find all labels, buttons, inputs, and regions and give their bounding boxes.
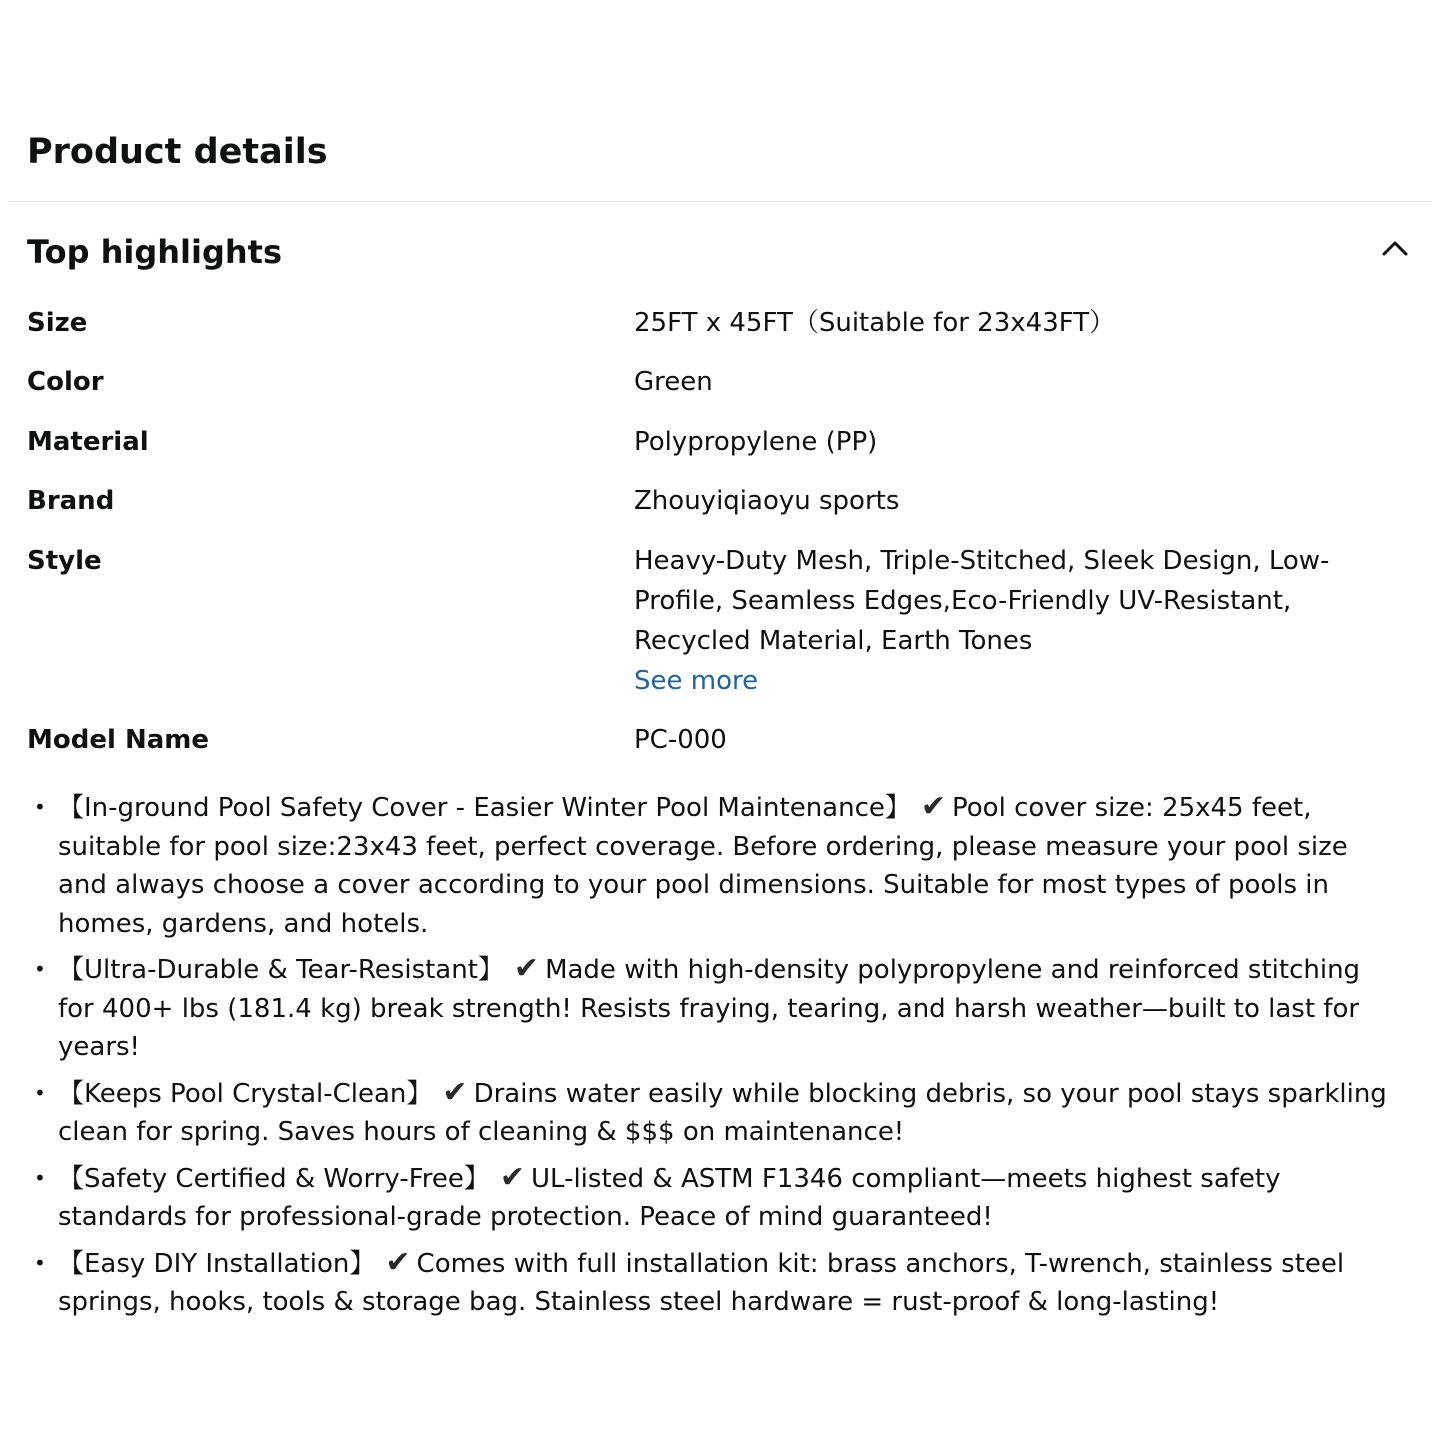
check-mark-icon: ✔ <box>442 1074 468 1110</box>
bullet-heading: 【Ultra-Durable & Tear-Resistant】 <box>58 955 504 985</box>
feature-bullet-list <box>58 788 1403 1329</box>
bullet-text: Pool cover size: 25x45 feet, suitable for pool size:23x43 feet, perfect coverage. Before ordering, please measure your pool size and always choose a cover according to your pool dimensions. Suitable for most types of pools in homes, gardens, and hotels. <box>58 793 1348 939</box>
spec-value-container <box>634 541 1354 701</box>
spec-label: Material <box>27 427 149 457</box>
check-mark-icon: ✔ <box>920 789 947 824</box>
collapse-toggle-button[interactable] <box>1375 230 1415 266</box>
bullet-text: UL-listed & ASTM F1346 compliant—meets highest safety standards for professional-grade protection. Peace of mind guaranteed! <box>58 1163 1281 1232</box>
chevron-up-icon <box>1381 239 1409 257</box>
check-mark-icon: ✔ <box>499 1159 526 1195</box>
spec-value: PC-000 <box>634 725 727 755</box>
section-title: Top highlights <box>27 233 283 271</box>
spec-label: Style <box>27 546 102 576</box>
spec-label: Brand <box>27 486 115 516</box>
feature-bullet <box>58 1159 1403 1237</box>
bullet-heading: 【In-ground Pool Safety Cover - Easier Winter Pool Maintenance】 <box>58 793 911 823</box>
spec-value: Heavy-Duty Mesh, Triple-Stitched, Sleek Design, Low-Profile, Seamless Edges,Eco-Friendly UV-Resistant, Recycled Material, Earth Tones <box>634 546 1330 656</box>
top-highlights-header[interactable] <box>27 228 1417 278</box>
bullet-heading: 【Easy DIY Installation】 <box>58 1248 376 1279</box>
bullet-heading: 【Safety Certified & Worry-Free】 <box>58 1163 490 1194</box>
spec-value: Green <box>634 367 713 397</box>
see-more-link[interactable]: See more <box>634 666 759 696</box>
check-mark-icon: ✔ <box>385 1244 411 1280</box>
bullet-text: Made with high-density polypropylene and reinforced stitching for 400+ lbs (181.4 kg) break strength! Resists fraying, tearing, and harsh weather—built to last for years! <box>58 955 1361 1062</box>
spec-value: Polypropylene (PP) <box>634 427 878 457</box>
feature-bullet <box>58 788 1403 943</box>
spec-label: Color <box>27 367 104 397</box>
feature-bullet <box>58 950 1403 1067</box>
section-divider <box>8 201 1432 202</box>
feature-bullet <box>58 1244 1403 1322</box>
bullet-text: Drains water easily while blocking debris, so your pool stays sparkling clean for spring. Saves hours of cleaning & $$$ on maintenance! <box>58 1078 1387 1147</box>
bullet-text: Comes with full installation kit: brass anchors, T-wrench, stainless steel springs, hooks, tools & storage bag. Stainless steel hardware = rust-proof & long-lasting! <box>58 1248 1345 1317</box>
check-mark-icon: ✔ <box>513 951 540 986</box>
spec-label: Model Name <box>27 725 209 755</box>
spec-value: 25FT x 45FT（Suitable for 23x43FT） <box>634 308 1116 338</box>
spec-label: Size <box>27 308 88 338</box>
spec-value: Zhouyiqiaoyu sports <box>634 486 900 516</box>
bullet-heading: 【Keeps Pool Crystal-Clean】 <box>58 1078 433 1109</box>
feature-bullet <box>58 1074 1403 1152</box>
page-title: Product details <box>27 132 328 172</box>
